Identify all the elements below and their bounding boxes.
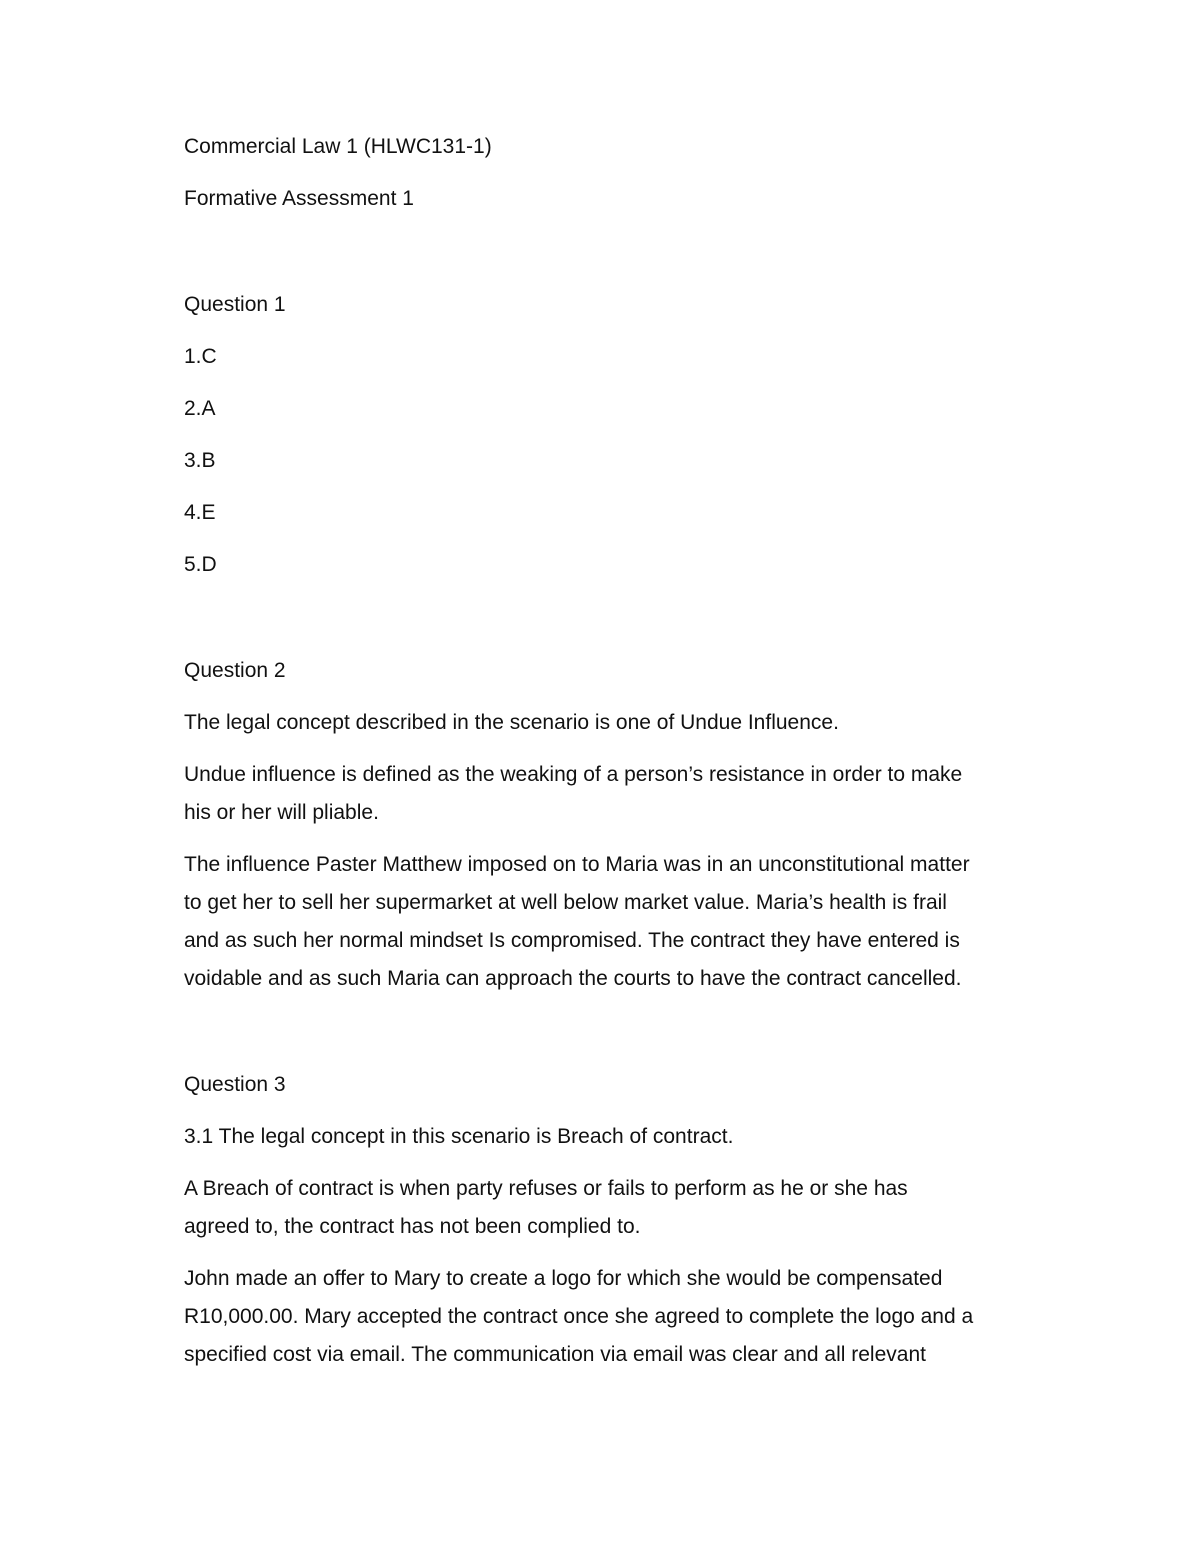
text-line: specified cost via email. The communication via email was clear and all relevant: [184, 1343, 926, 1366]
question-3-heading: Question 3: [184, 1073, 286, 1096]
question-3-paragraph-3: [184, 1260, 1024, 1374]
question-2-paragraph-2: [184, 756, 1024, 832]
course-title: Commercial Law 1 (HLWC131-1): [184, 135, 492, 158]
text-line: his or her will pliable.: [184, 801, 379, 824]
answer-item: 3.B: [184, 449, 216, 472]
answer-item: 5.D: [184, 553, 217, 576]
text-line: A Breach of contract is when party refuses or fails to perform as he or she has: [184, 1177, 908, 1200]
answer-item: 1.C: [184, 345, 217, 368]
text-line: R10,000.00. Mary accepted the contract once she agreed to complete the logo and a: [184, 1305, 974, 1328]
question-1-heading: Question 1: [184, 293, 286, 316]
text-line: agreed to, the contract has not been complied to.: [184, 1215, 641, 1238]
question-3-paragraph-2: [184, 1170, 1024, 1246]
text-line: 3.1 The legal concept in this scenario is Breach of contract.: [184, 1125, 734, 1148]
question-2-paragraph-1: [184, 704, 1024, 742]
question-2-paragraph-3: [184, 846, 1024, 998]
assessment-title: Formative Assessment 1: [184, 187, 414, 210]
text-line: The legal concept described in the scenario is one of Undue Influence.: [184, 711, 839, 734]
question-3-paragraph-1: [184, 1118, 1024, 1156]
text-line: Undue influence is defined as the weaking of a person’s resistance in order to make: [184, 763, 963, 786]
answer-item: 4.E: [184, 501, 216, 524]
document-body: [184, 128, 1024, 1374]
text-line: and as such her normal mindset Is compromised. The contract they have entered is: [184, 929, 960, 952]
text-line: to get her to sell her supermarket at well below market value. Maria’s health is frail: [184, 891, 947, 914]
text-line: John made an offer to Mary to create a logo for which she would be compensated: [184, 1267, 943, 1290]
text-line: voidable and as such Maria can approach the courts to have the contract cancelled.: [184, 967, 962, 990]
question-2-heading: Question 2: [184, 659, 286, 682]
text-line: The influence Paster Matthew imposed on to Maria was in an unconstitutional matter: [184, 853, 970, 876]
answer-item: 2.A: [184, 397, 216, 420]
